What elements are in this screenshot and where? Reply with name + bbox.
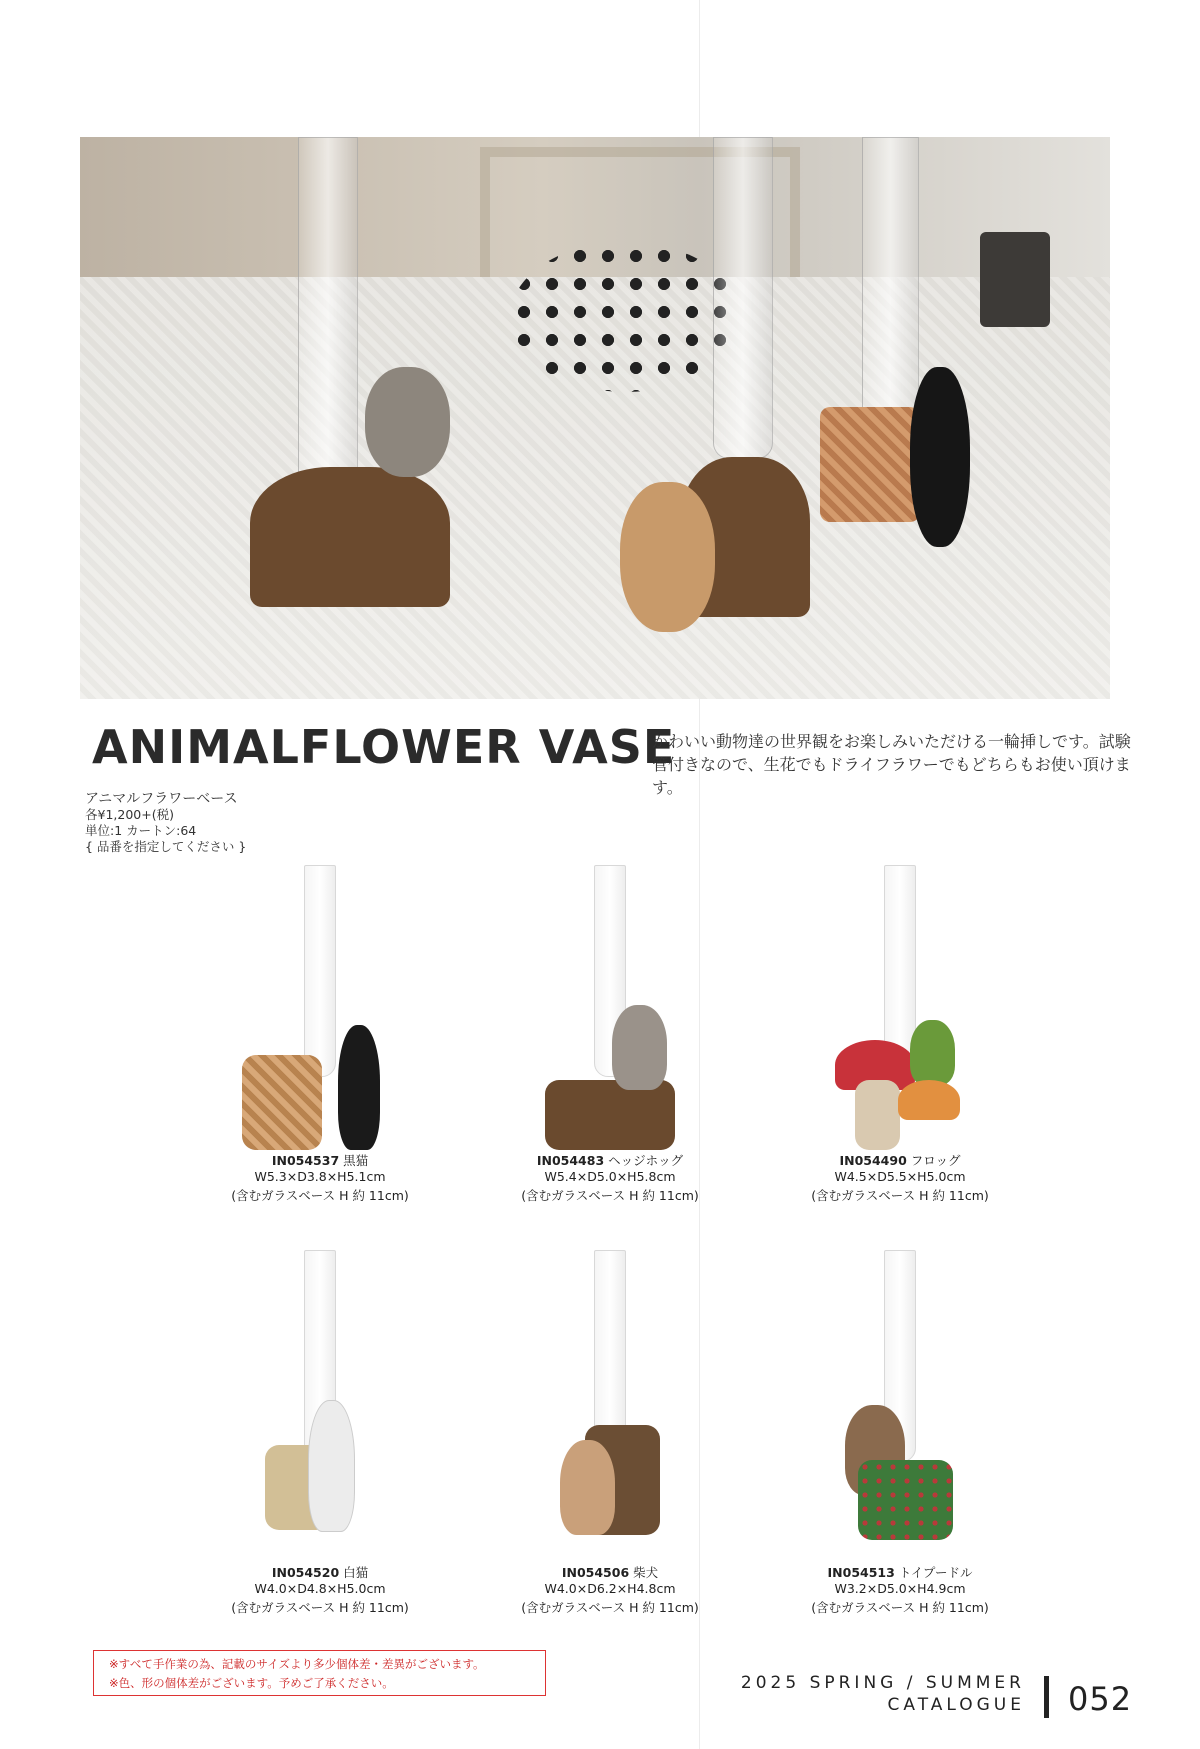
- product-size: W5.3×D3.8×H5.1cm: [254, 1169, 386, 1184]
- rose-bush-base: [858, 1460, 953, 1540]
- product-name: 白猫: [343, 1565, 369, 1580]
- page-title: ANIMALFLOWER VASE: [92, 720, 676, 774]
- product-glass-note: (含むガラスベース H 約 11cm): [521, 1188, 699, 1203]
- product-glass-note: (含むガラスベース H 約 11cm): [231, 1600, 409, 1615]
- product-code: IN054483: [536, 1153, 605, 1168]
- product-glass-note: (含むガラスベース H 約 11cm): [811, 1188, 989, 1203]
- notice-box: [93, 1650, 546, 1696]
- product-caption: [200, 1153, 440, 1204]
- product-card-black-cat: [200, 865, 440, 1215]
- page-number: 052: [1068, 1680, 1133, 1718]
- product-size: W4.0×D6.2×H4.8cm: [544, 1581, 676, 1596]
- product-name: 黒猫: [343, 1153, 369, 1168]
- hero-shiba: [620, 482, 715, 632]
- product-size: W4.5×D5.5×H5.0cm: [834, 1169, 966, 1184]
- product-size: W5.4×D5.0×H5.8cm: [544, 1169, 676, 1184]
- product-card-frog: [780, 865, 1020, 1215]
- product-description: かわいい動物達の世界観をお楽しみいただける一輪挿しです。試験管付きなので、生花でもドライフラワーでもどちらもお使い頂けます。: [652, 732, 1131, 797]
- product-unit: 単位:1 カートン:64: [85, 823, 197, 838]
- product-name: フロッグ: [910, 1153, 961, 1168]
- product-caption: [490, 1153, 730, 1204]
- hero-ink-bottle: [980, 232, 1050, 327]
- white-cat-figure: [308, 1400, 355, 1532]
- product-code: IN054513: [827, 1565, 895, 1580]
- product-name: ヘッジホッグ: [608, 1153, 684, 1168]
- hero-stump-hedgehog: [250, 467, 450, 607]
- product-code: IN054537: [271, 1153, 340, 1168]
- product-glass-note: (含むガラスベース H 約 11cm): [811, 1600, 989, 1615]
- product-glass-note: (含むガラスベース H 約 11cm): [231, 1188, 409, 1203]
- hero-photo: [80, 137, 1110, 699]
- product-name: トイプードル: [898, 1565, 973, 1580]
- product-card-toy-poodle: [780, 1250, 1020, 1615]
- product-card-shiba: [490, 1250, 730, 1615]
- basket-base: [242, 1055, 322, 1150]
- hero-black-cat: [910, 367, 970, 547]
- product-caption: [200, 1565, 440, 1616]
- hero-basket: [820, 407, 920, 522]
- hero-tube-shiba: [713, 137, 773, 459]
- product-caption: [780, 1153, 1020, 1204]
- catalogue-season: [740, 1672, 1025, 1716]
- product-glass-note: (含むガラスベース H 約 11cm): [521, 1600, 699, 1615]
- hero-hedgehog: [365, 367, 450, 477]
- product-caption: [490, 1565, 730, 1616]
- catalogue-label: CATALOGUE: [887, 1695, 1025, 1715]
- footer-divider: [1044, 1676, 1049, 1718]
- product-card-hedgehog: [490, 865, 730, 1215]
- order-note: { 品番を指定してください }: [85, 839, 247, 854]
- notice-line-2: ※色、形の個体差がございます。予めご了承ください。: [109, 1676, 394, 1690]
- product-info: [85, 791, 246, 855]
- product-code: IN054506: [561, 1565, 630, 1580]
- hero-tube-hedgehog: [298, 137, 358, 499]
- hero-tube-cat: [862, 137, 919, 439]
- frog-figure: [910, 1020, 955, 1085]
- product-code: IN054520: [271, 1565, 340, 1580]
- product-size: W4.0×D4.8×H5.0cm: [254, 1581, 386, 1596]
- product-size: W3.2×D5.0×H4.9cm: [834, 1581, 966, 1596]
- product-card-white-cat: [200, 1250, 440, 1615]
- shiba-figure: [560, 1440, 615, 1535]
- mushroom-stem: [855, 1080, 900, 1150]
- hedgehog-figure: [612, 1005, 667, 1090]
- product-caption: [780, 1565, 1020, 1616]
- product-price: 各¥1,200+(税): [85, 807, 174, 822]
- glass-tube: [304, 865, 336, 1077]
- product-name: 柴犬: [633, 1565, 659, 1580]
- black-cat-figure: [338, 1025, 380, 1150]
- season-label: 2025 SPRING / SUMMER: [740, 1673, 1025, 1693]
- product-name-jp: アニマルフラワーベース: [85, 791, 238, 807]
- product-code: IN054490: [839, 1153, 907, 1168]
- stump-base: [545, 1080, 675, 1150]
- small-mushroom: [898, 1080, 960, 1120]
- notice-line-1: ※すべて手作業の為、記載のサイズより多少個体差・差異がございます。: [109, 1657, 485, 1671]
- hero-dry-flowers: [510, 242, 740, 392]
